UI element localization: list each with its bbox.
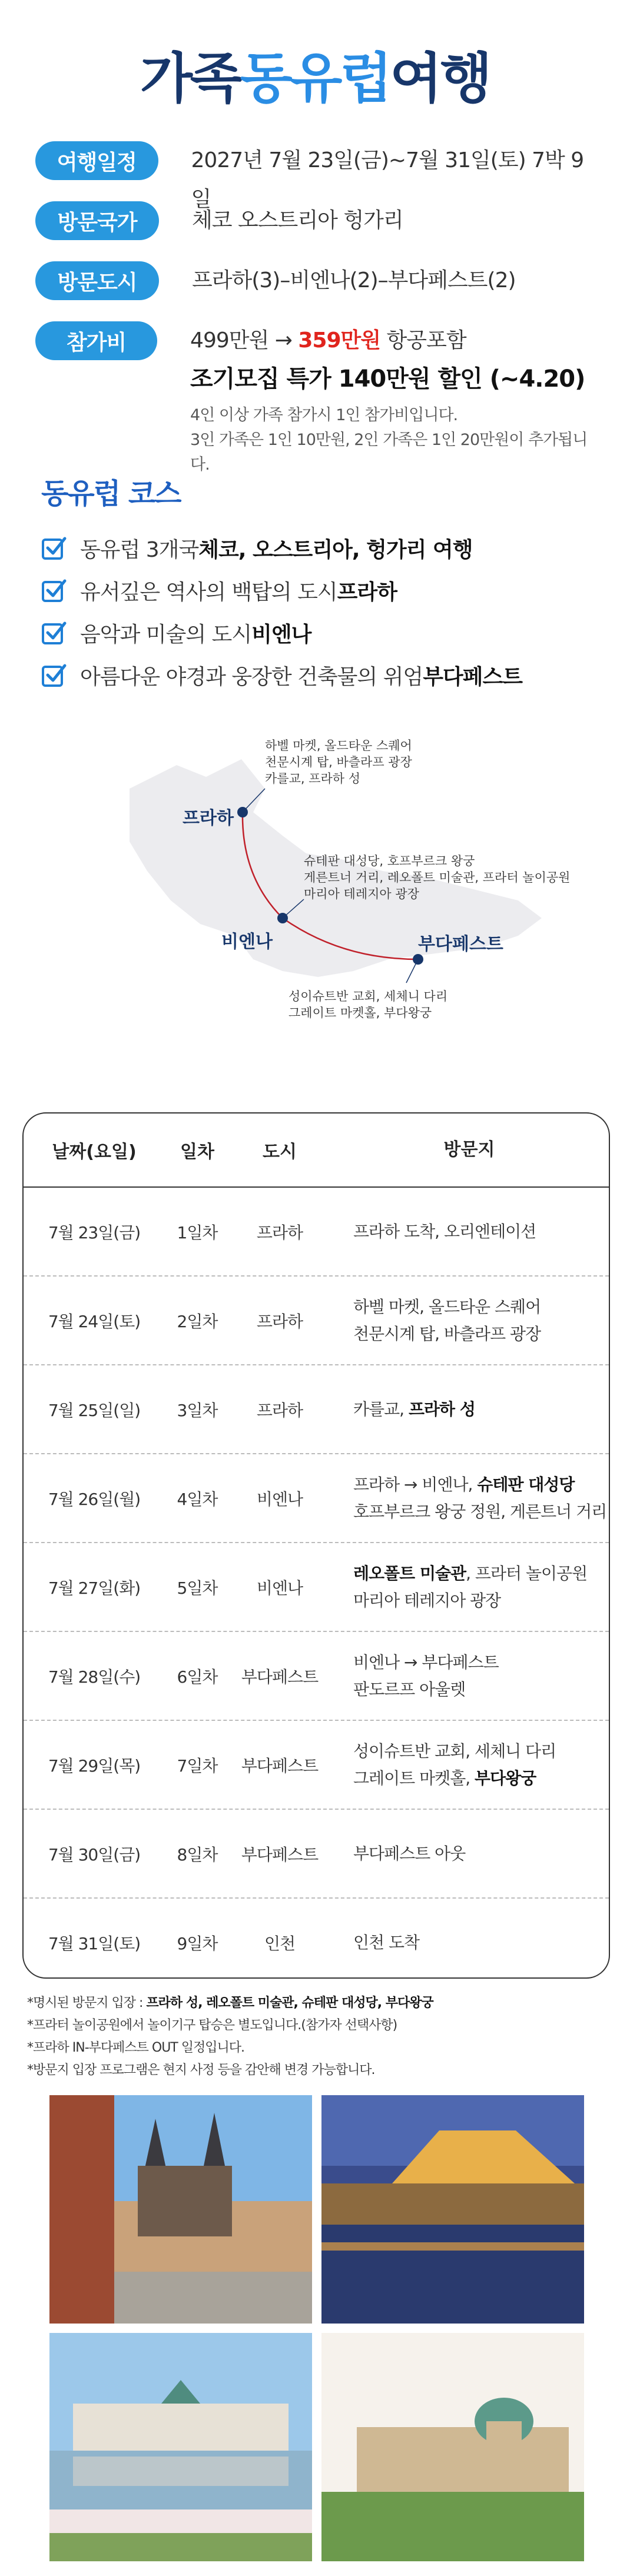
sights-line: 프라하 → 비엔나, 슈테판 대성당 [353,1474,575,1494]
price-original: 499만원 → [190,328,292,353]
cell-date: 7월 24일(토) [48,1311,141,1331]
price-discounted: 359만원 [298,328,381,353]
cell-day: 2일차 [177,1311,218,1331]
table-row [24,1632,609,1721]
prague-sight: 천문시계 탑, 바츨라프 광장 [265,755,412,769]
cell-city: 프라하 [256,1400,303,1420]
cell-date: 7월 29일(목) [48,1756,141,1776]
price-block [190,321,601,477]
price-notes [190,403,601,477]
cell-sights [330,1738,609,1792]
header-sights: 방문지 [443,1139,495,1160]
price-note-1: 4인 이상 가족 참가시 1인 참가비입니다. [190,406,458,424]
footnote-2: *프라터 놀이공원에서 놀이기구 탑승은 별도입니다.(참가자 선택사항) [27,2018,397,2033]
sights-line: 성이슈트반 교회, 세체니 다리 [353,1741,556,1761]
prague-sight: 하벨 마켓, 올드타운 스퀘어 [265,739,412,753]
cell-day: 6일차 [177,1667,218,1687]
vienna-sight: 슈테판 대성당, 호프부르크 왕궁 [304,854,475,868]
cell-day: 3일차 [177,1400,218,1420]
cell-city: 비엔나 [256,1489,303,1509]
table-row [24,1810,609,1899]
course-heading: 동유럽 코스 [41,477,181,510]
sights-line: 부다페스트 아웃 [353,1843,466,1863]
early-bird-discount: 조기모집 특가 140만원 할인 (~4.20) [190,365,585,393]
countries-value: 체코 오스트리아 헝가리 [192,208,403,232]
header-city: 도시 [263,1142,297,1162]
sights-line: 하벨 마켓, 올드타운 스퀘어 [353,1297,541,1317]
footnote-1: *명시된 방문지 입장 : 프라하 성, 레오폴트 미술관, 슈테판 대성당, 부다왕궁 [27,1996,433,2010]
cell-date: 7월 26일(월) [48,1489,141,1509]
countries-label: 방문국가 [35,201,159,240]
checkbox-icon [41,577,67,603]
cell-sights [330,1649,609,1703]
checkbox-icon [41,620,67,646]
cell-date: 7월 30일(금) [48,1844,141,1864]
cell-date: 7월 28일(수) [48,1667,141,1687]
footnote-3: *프라하 IN-부다페스트 OUT 일정입니다. [27,2040,244,2055]
cell-day: 4일차 [177,1489,218,1509]
footnote-4: *방문지 입장 프로그램은 현지 사정 등을 감안해 변경 가능합니다. [27,2063,375,2078]
budapest-sight: 성이슈트반 교회, 세체니 다리 [289,989,448,1003]
cell-day: 7일차 [177,1756,218,1776]
checkbox-icon [41,535,67,561]
title-part-travel: 여행 [390,47,490,110]
prague-sight: 카를교, 프라하 성 [265,772,361,786]
title-part-family: 가족 [140,47,240,110]
cell-city: 비엔나 [256,1578,303,1598]
price-suffix: 항공포함 [386,328,466,353]
cell-date: 7월 31일(토) [48,1933,141,1953]
cell-sights [330,1929,609,1956]
info-row-countries [35,201,403,240]
sights-line: 천문시계 탑, 바츨라프 광장 [353,1324,541,1344]
budapest-sight: 그레이트 마켓홀, 부다왕궁 [289,1006,432,1020]
cities-label: 방문도시 [35,261,159,300]
prague-label: 프라하 [183,808,234,829]
cell-sights [330,1294,609,1348]
title-part-east-europe: 동유럽 [240,47,390,110]
cell-day: 5일차 [177,1578,218,1598]
cell-city: 프라하 [256,1311,303,1331]
vienna-belvedere-photo [49,2333,312,2561]
cell-date: 7월 27일(화) [48,1578,141,1598]
dates-label: 여행일정 [35,141,158,180]
cell-sights [330,1560,609,1614]
page-title [0,35,630,113]
cell-sights [330,1840,609,1867]
price-line [190,321,601,360]
sights-line: 인천 도착 [353,1932,420,1952]
cell-sights [330,1218,609,1245]
course-item: 유서깊은 역사의 백탑의 도시 프라하 [41,569,522,611]
cell-day: 8일차 [177,1844,218,1864]
footnotes [27,1992,433,2082]
cell-sights [330,1471,609,1525]
vienna-label: 비엔나 [221,932,273,952]
itinerary-table [22,1112,610,1979]
cell-date: 7월 23일(금) [48,1222,141,1242]
info-row-price [35,321,601,477]
table-row [24,1721,609,1810]
cell-date: 7월 25일(일) [48,1400,141,1420]
sights-line: 프라하 도착, 오리엔테이션 [353,1221,536,1241]
sights-line: 마리아 테레지아 광장 [353,1590,501,1610]
vienna-sight: 마리아 테레지아 광장 [304,887,419,901]
sights-line: 그레이트 마켓홀, 부다왕궁 [353,1768,536,1788]
prague-night-photo [321,2095,584,2324]
header-date: 날짜(요일) [52,1142,137,1162]
price-note-2: 3인 가족은 1인 10만원, 2인 가족은 1인 20만원이 추가됩니다. [190,431,588,474]
sights-line: 카를교, 프라하 성 [353,1399,475,1419]
cell-city: 프라하 [256,1222,303,1242]
table-row [24,1188,609,1277]
budapest-label: 부다페스트 [418,934,503,955]
dates-value: 2027년 7월 23일(금)~7월 31일(토) 7박 9일 [191,148,584,211]
table-row [24,1277,609,1365]
table-body [24,1188,609,1979]
course-item: 음악과 미술의 도시 비엔나 [41,611,522,654]
table-row [24,1365,609,1454]
sights-line: 비엔나 → 부다페스트 [353,1652,499,1672]
cell-city: 인천 [264,1933,296,1953]
cell-day: 1일차 [177,1222,218,1242]
sights-line: 레오폴트 미술관, 프라터 놀이공원 [353,1563,588,1583]
info-row-cities [35,261,516,300]
course-item: 동유럽 3개국 체코, 오스트리아, 헝가리 여행 [41,527,522,569]
cell-day: 9일차 [177,1933,218,1953]
vienna-sight: 게른트너 거리, 레오폴트 미술관, 프라터 놀이공원 [304,870,571,885]
cities-value: 프라하(3)–비엔나(2)–부다페스트(2) [192,268,516,292]
table-row [24,1899,609,1979]
checkbox-icon [41,662,67,688]
budapest-castle-photo [321,2333,584,2561]
route-map [106,724,601,1053]
price-label: 참가비 [35,321,157,360]
table-header [24,1114,609,1188]
cell-sights [330,1396,609,1423]
sights-line: 호프부르크 왕궁 정원, 게른트너 거리 [353,1501,607,1521]
course-item: 아름다운 야경과 웅장한 건축물의 위엄 부다페스트 [41,654,522,696]
table-row [24,1454,609,1543]
prague-old-town-photo [49,2095,312,2324]
table-row [24,1543,609,1632]
sights-line: 판도르프 아울렛 [353,1679,466,1699]
course-list [41,527,522,696]
cell-city: 부다페스트 [241,1667,319,1687]
header-day: 일차 [180,1142,214,1162]
cell-city: 부다페스트 [241,1844,319,1864]
cell-city: 부다페스트 [241,1756,319,1776]
